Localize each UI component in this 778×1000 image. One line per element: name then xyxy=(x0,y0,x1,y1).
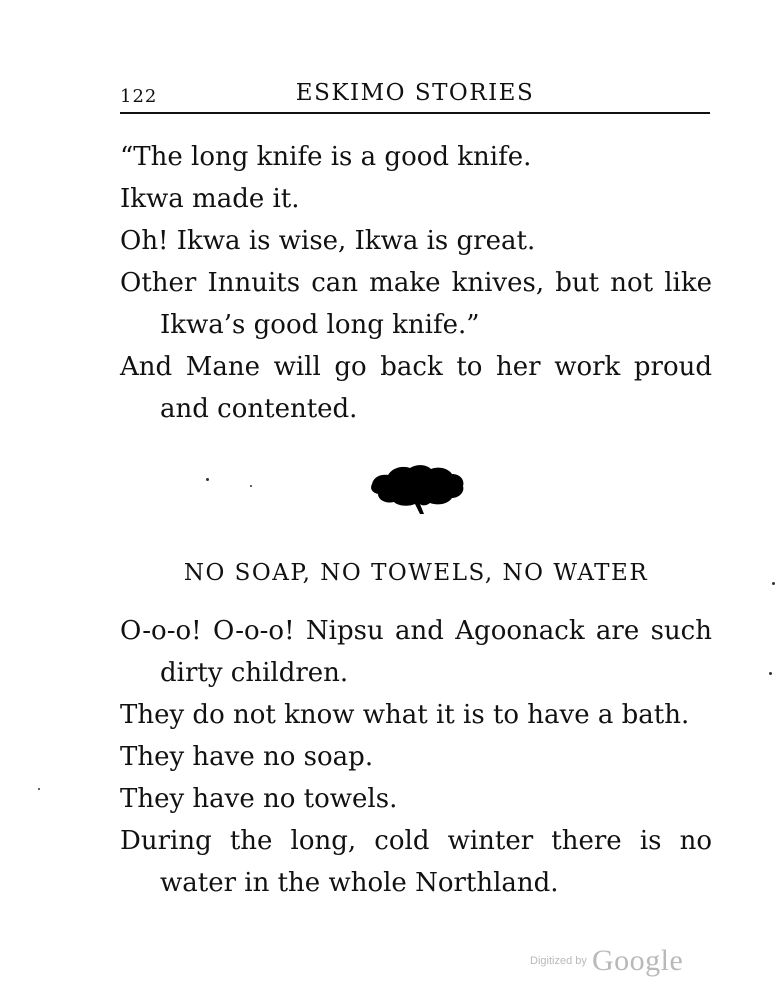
tree-silhouette-ornament-icon xyxy=(368,462,468,518)
ornament-shape xyxy=(371,465,463,514)
print-speck xyxy=(769,672,772,675)
print-speck xyxy=(38,788,40,790)
running-head xyxy=(120,78,710,114)
verse-line: They do not know what it is to have a bath. xyxy=(120,700,690,730)
print-speck xyxy=(206,478,209,481)
page-number: 122 xyxy=(120,86,158,107)
digitized-label: Digitized by xyxy=(530,955,587,967)
verse-line: O-o-o! O-o-o! Nipsu and Agoonack are such dirty children. xyxy=(120,616,712,688)
verse-line: Ikwa made it. xyxy=(120,184,300,214)
verse-block-bottom xyxy=(120,610,712,904)
print-speck xyxy=(250,485,252,487)
google-logo: Google xyxy=(591,944,684,977)
verse-line: They have no towels. xyxy=(120,784,398,814)
verse-line: And Mane will go back to her work proud and contented. xyxy=(120,352,712,424)
verse-line: “The long knife is a good knife. xyxy=(120,142,532,172)
verse-block-top xyxy=(120,136,712,430)
verse-line: They have no soap. xyxy=(120,742,374,772)
running-title: ESKIMO STORIES xyxy=(295,80,535,106)
section-heading: NO SOAP, NO TOWELS, NO WATER xyxy=(183,560,649,586)
verse-line: During the long, cold winter there is no water in the whole Northland. xyxy=(120,826,712,898)
digitized-by-google-watermark xyxy=(530,944,683,978)
verse-line: Other Innuits can make knives, but not like Ikwa’s good long knife.” xyxy=(120,268,712,340)
verse-line: Oh! Ikwa is wise, Ikwa is great. xyxy=(120,226,536,256)
print-speck xyxy=(772,582,775,585)
